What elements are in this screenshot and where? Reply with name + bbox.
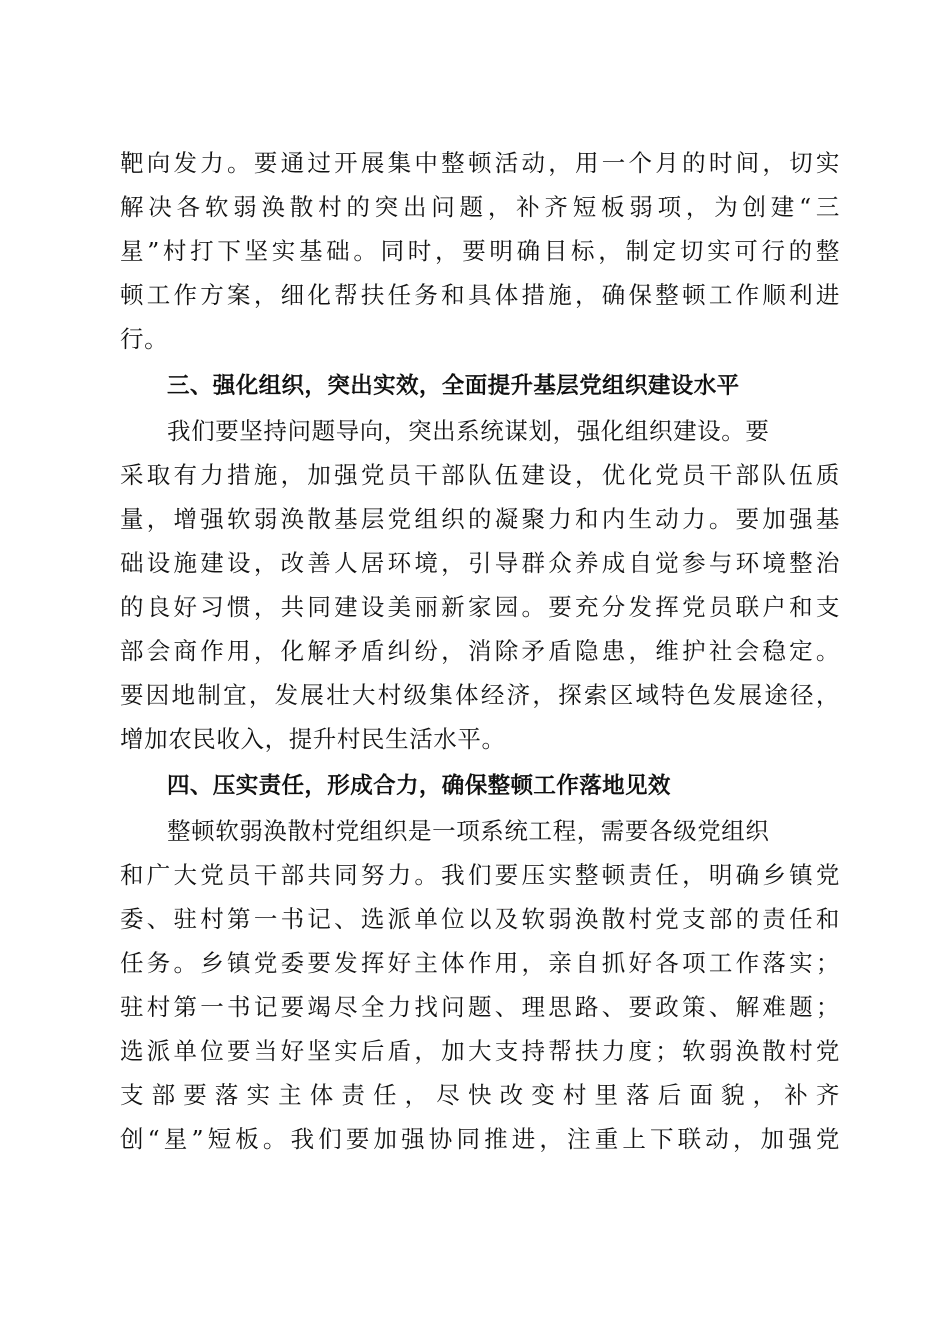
body-text-line: 委、驻村第一书记、选派单位以及软弱涣散村党支部的责任和 bbox=[120, 905, 840, 933]
body-text-line: 创“星”短板。我们要加强协同推进，注重上下联动，加强党 bbox=[120, 1125, 840, 1153]
body-text-line: 的良好习惯，共同建设美丽新家园。要充分发挥党员联户和支 bbox=[120, 593, 840, 621]
body-text-line: 选派单位要当好坚实后盾，加大支持帮扶力度；软弱涣散村党 bbox=[120, 1037, 840, 1065]
body-text-line: 支部要落实主体责任，尽快改变村里落后面貌，补齐 bbox=[120, 1081, 840, 1109]
body-text-line: 解决各软弱涣散村的突出问题，补齐短板弱项，为创建“三 bbox=[120, 193, 840, 221]
body-text-line: 驻村第一书记要竭尽全力找问题、理思路、要政策、解难题； bbox=[120, 993, 840, 1021]
body-text-line: 部会商作用，化解矛盾纠纷，消除矛盾隐患，维护社会稳定。 bbox=[120, 637, 840, 665]
body-text-line: 增加农民收入，提升村民生活水平。 bbox=[120, 725, 506, 753]
body-text-line: 采取有力措施，加强党员干部队伍建设，优化党员干部队伍质 bbox=[120, 461, 840, 489]
body-text-line: 星”村打下坚实基础。同时，要明确目标，制定切实可行的整 bbox=[120, 237, 840, 265]
body-text-line: 靶向发力。要通过开展集中整顿活动，用一个月的时间，切实 bbox=[120, 149, 840, 177]
paragraph-first-line: 整顿软弱涣散村党组织是一项系统工程，需要各级党组织 bbox=[167, 817, 770, 845]
body-text-line: 任务。乡镇党委要发挥好主体作用，亲自抓好各项工作落实； bbox=[120, 949, 840, 977]
body-text-line: 础设施建设，改善人居环境，引导群众养成自觉参与环境整治 bbox=[120, 549, 840, 577]
body-text-line: 行。 bbox=[120, 325, 169, 353]
body-text-line: 顿工作方案，细化帮扶任务和具体措施，确保整顿工作顺利进 bbox=[120, 281, 840, 309]
section-heading-3: 三、强化组织，突出实效，全面提升基层党组织建设水平 bbox=[167, 373, 740, 399]
body-text-line: 和广大党员干部共同努力。我们要压实整顿责任，明确乡镇党 bbox=[120, 861, 840, 889]
section-heading-4: 四、压实责任，形成合力，确保整顿工作落地见效 bbox=[167, 773, 671, 799]
body-text-line: 要因地制宜，发展壮大村级集体经济，探索区域特色发展途径， bbox=[120, 681, 840, 709]
paragraph-first-line: 我们要坚持问题导向，突出系统谋划，强化组织建设。要 bbox=[167, 417, 770, 445]
body-text-line: 量，增强软弱涣散基层党组织的凝聚力和内生动力。要加强基 bbox=[120, 505, 840, 533]
